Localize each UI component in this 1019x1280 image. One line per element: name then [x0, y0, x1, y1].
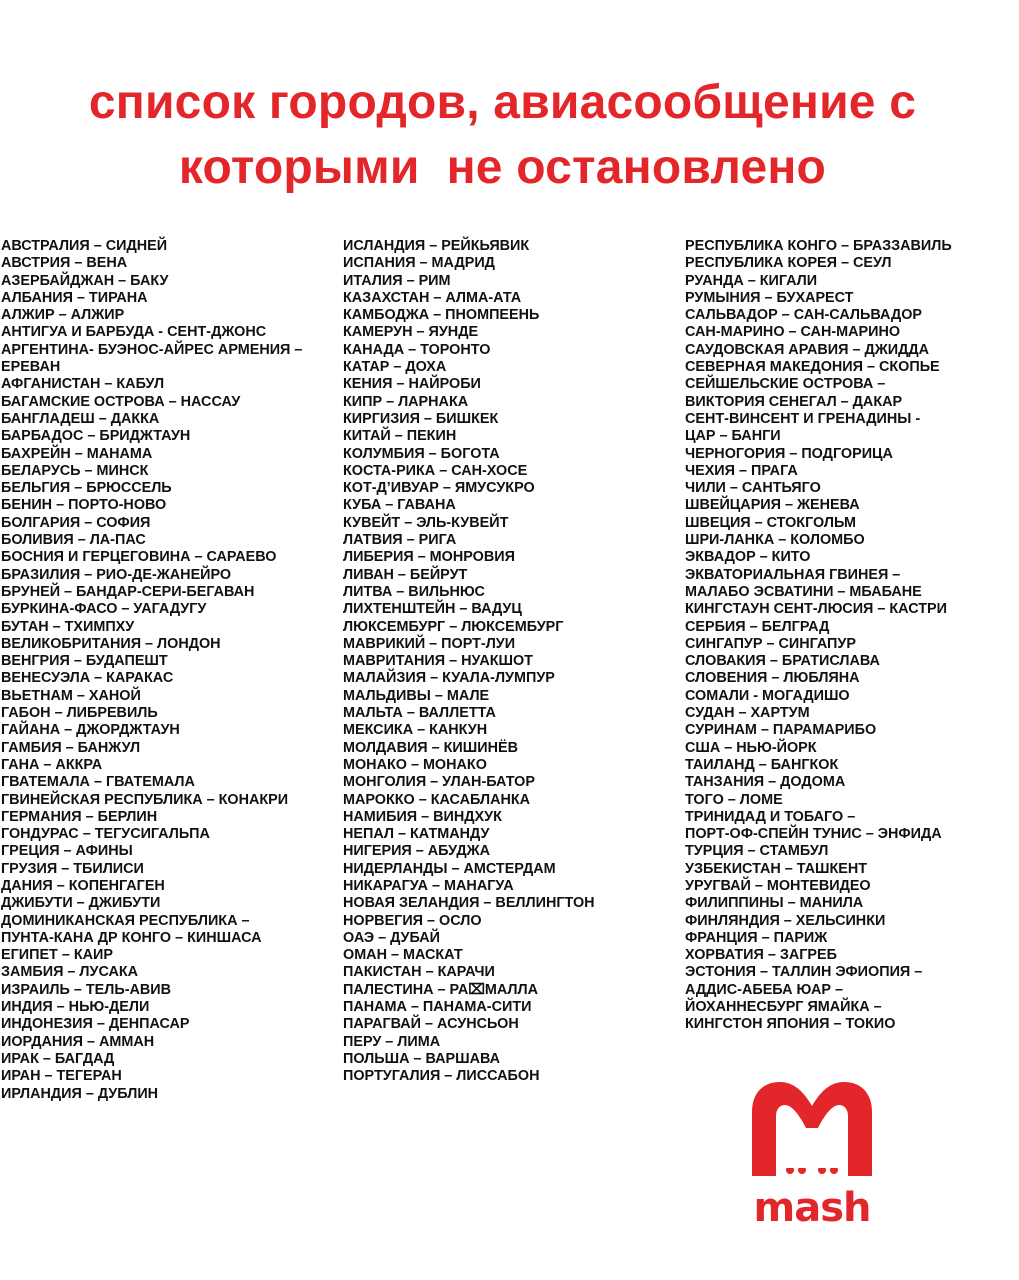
country-city-row: ТРИНИДАД И ТОБАГО – [685, 808, 856, 825]
country-city-row: МОНАКО – МОНАКО [343, 756, 487, 773]
mash-logo [744, 1076, 880, 1234]
country-city-row: БЕЛЬГИЯ – БРЮССЕЛЬ [1, 480, 172, 497]
country-city-row: ГЕРМАНИЯ – БЕРЛИН [1, 808, 158, 825]
page-title-line-2: которыми не остановлено [178, 141, 827, 194]
country-city-row: ЛАТВИЯ – РИГА [343, 532, 457, 549]
country-city-row: ГВАТЕМАЛА – ГВАТЕМАЛА [1, 774, 195, 791]
country-city-row: ЭКВАДОР – КИТО [685, 549, 811, 566]
country-city-row: БРАЗИЛИЯ – РИО-ДЕ-ЖАНЕЙРО [1, 566, 232, 583]
country-city-row: СЕВЕРНАЯ МАКЕДОНИЯ – СКОПЬЕ [685, 359, 940, 376]
country-city-row: СОМАЛИ - МОГАДИШО [685, 687, 850, 704]
page-title-line-1: список городов, авиасообщение с [88, 76, 917, 129]
country-city-row: ПЕРУ – ЛИМА [343, 1033, 441, 1050]
country-city-row: ФРАНЦИЯ – ПАРИЖ [685, 929, 828, 946]
country-city-row: КИНГСТАУН СЕНТ-ЛЮСИЯ – КАСТРИ [685, 601, 947, 618]
city-list-column-2 [343, 238, 683, 1086]
country-city-row: БУРКИНА-ФАСО – УАГАДУГУ [1, 601, 207, 618]
country-city-row: ИРАК – БАГДАД [1, 1050, 115, 1067]
country-city-row: ТОГО – ЛОМЕ [685, 791, 783, 808]
country-city-row: ПАЛЕСТИНА – РА⌧МАЛЛА [343, 981, 539, 998]
country-city-row: МАВРИТАНИЯ – НУАКШОТ [343, 653, 533, 670]
country-city-row: ТУРЦИЯ – СТАМБУЛ [685, 843, 829, 860]
country-city-row: АНТИГУА И БАРБУДА - СЕНТ-ДЖОНС [1, 324, 267, 341]
city-list-column-3 [685, 238, 1019, 1034]
country-city-row: МАЛЬТА – ВАЛЛЕТТА [343, 705, 496, 722]
country-city-row: НИГЕРИЯ – АБУДЖА [343, 843, 491, 860]
country-city-row: НИКАРАГУА – МАНАГУА [343, 877, 514, 894]
country-city-row: ЦАР – БАНГИ [685, 428, 781, 445]
country-city-row: ГРУЗИЯ – ТБИЛИСИ [1, 860, 144, 877]
country-city-row: ВЕЛИКОБРИТАНИЯ – ЛОНДОН [1, 635, 221, 652]
country-city-row: СУРИНАМ – ПАРАМАРИБО [685, 722, 877, 739]
country-city-row: БУТАН – ТХИМПХУ [1, 618, 135, 635]
country-city-row: МАЛЬДИВЫ – МАЛЕ [343, 687, 490, 704]
country-city-row: СЛОВАКИЯ – БРАТИСЛАВА [685, 653, 880, 670]
country-city-row: ШВЕЙЦАРИЯ – ЖЕНЕВА [685, 497, 860, 514]
country-city-row: ЭСТОНИЯ – ТАЛЛИН ЭФИОПИЯ – [685, 964, 923, 981]
country-city-row: ЕРЕВАН [1, 359, 61, 376]
country-city-row: ЙОХАННЕСБУРГ ЯМАЙКА – [685, 999, 882, 1016]
country-city-row: КУВЕЙТ – ЭЛЬ-КУВЕЙТ [343, 514, 509, 531]
country-city-row: МОНГОЛИЯ – УЛАН-БАТОР [343, 774, 535, 791]
country-city-row: СЕЙШЕЛЬСКИЕ ОСТРОВА – [685, 376, 886, 393]
country-city-row: БАРБАДОС – БРИДЖТАУН [1, 428, 191, 445]
country-city-row: БАГАМСКИЕ ОСТРОВА – НАССАУ [1, 393, 241, 410]
country-city-row: АДДИС-АБЕБА ЮАР – [685, 981, 843, 998]
country-city-row: МОЛДАВИЯ – КИШИНЁВ [343, 739, 518, 756]
country-city-row: БОЛГАРИЯ – СОФИЯ [1, 514, 151, 531]
country-city-row: БЕНИН – ПОРТО-НОВО [1, 497, 167, 514]
country-city-row: ЭКВАТОРИАЛЬНАЯ ГВИНЕЯ – [685, 566, 901, 583]
country-city-row: КИТАЙ – ПЕКИН [343, 428, 457, 445]
country-city-row: США – НЬЮ-ЙОРК [685, 739, 817, 756]
country-city-row: ШРИ-ЛАНКА – КОЛОМБО [685, 532, 865, 549]
country-city-row: ОАЭ – ДУБАЙ [343, 929, 441, 946]
country-city-row: БОСНИЯ И ГЕРЦЕГОВИНА – САРАЕВО [1, 549, 277, 566]
country-city-row: ГРЕЦИЯ – АФИНЫ [1, 843, 133, 860]
country-city-row: ЛИХТЕНШТЕЙН – ВАДУЦ [343, 601, 522, 618]
country-city-row: ФИНЛЯНДИЯ – ХЕЛЬСИНКИ [685, 912, 886, 929]
country-city-row: СЛОВЕНИЯ – ЛЮБЛЯНА [685, 670, 860, 687]
country-city-row: ФИЛИППИНЫ – МАНИЛА [685, 895, 864, 912]
country-city-row: ПАКИСТАН – КАРАЧИ [343, 964, 495, 981]
country-city-row: КОЛУМБИЯ – БОГОТА [343, 445, 500, 462]
country-city-row: ГАМБИЯ – БАНЖУЛ [1, 739, 141, 756]
country-city-row: АВСТРАЛИЯ – СИДНЕЙ [1, 238, 168, 254]
country-city-row: АЗЕРБАЙДЖАН – БАКУ [1, 272, 169, 289]
country-city-row: ПОРТУГАЛИЯ – ЛИССАБОН [343, 1068, 540, 1085]
country-city-row: ГАНА – АККРА [1, 756, 103, 773]
country-city-row: ИНДИЯ – НЬЮ-ДЕЛИ [1, 999, 150, 1016]
country-city-row: ИРАН – ТЕГЕРАН [1, 1068, 122, 1085]
country-city-row: БОЛИВИЯ – ЛА-ПАС [1, 532, 146, 549]
country-city-row: КЕНИЯ – НАЙРОБИ [343, 376, 481, 393]
country-city-row: ЧЕХИЯ – ПРАГА [685, 462, 798, 479]
country-city-row: АФГАНИСТАН – КАБУЛ [1, 376, 165, 393]
city-list-column-1 [1, 238, 341, 1103]
country-city-row: ЛИБЕРИЯ – МОНРОВИЯ [343, 549, 515, 566]
country-city-row: КУБА – ГАВАНА [343, 497, 456, 514]
country-city-row: БЕЛАРУСЬ – МИНСК [1, 462, 149, 479]
country-city-row: БАНГЛАДЕШ – ДАККА [1, 410, 160, 427]
country-city-row: ИСЛАНДИЯ – РЕЙКЬЯВИК [343, 238, 530, 254]
country-city-row: ЧИЛИ – САНТЬЯГО [685, 480, 821, 497]
country-city-row: ИОРДАНИЯ – АММАН [1, 1033, 155, 1050]
country-city-row: КАМЕРУН – ЯУНДЕ [343, 324, 479, 341]
country-city-row: СУДАН – ХАРТУМ [685, 705, 810, 722]
country-city-row: УРУГВАЙ – МОНТЕВИДЕО [685, 877, 871, 894]
country-city-row: САЛЬВАДОР – САН-САЛЬВАДОР [685, 307, 922, 324]
country-city-row: МАВРИКИЙ – ПОРТ-ЛУИ [343, 635, 516, 652]
country-city-row: НИДЕРЛАНДЫ – АМСТЕРДАМ [343, 860, 556, 877]
country-city-row: КИПР – ЛАРНАКА [343, 393, 469, 410]
country-city-row: НАМИБИЯ – ВИНДХУК [343, 808, 502, 825]
country-city-row: СИНГАПУР – СИНГАПУР [685, 635, 856, 652]
country-city-row: КАЗАХСТАН – АЛМА-АТА [343, 289, 522, 306]
country-city-row: ПАРАГВАЙ – АСУНСЬОН [343, 1016, 519, 1033]
country-city-row: БРУНЕЙ – БАНДАР-СЕРИ-БЕГАВАН [1, 583, 255, 600]
country-city-row: ДАНИЯ – КОПЕНГАГЕН [1, 877, 165, 894]
country-city-row: НЕПАЛ – КАТМАНДУ [343, 826, 490, 843]
country-city-row: ОМАН – МАСКАТ [343, 947, 463, 964]
country-city-row: МАРОККО – КАСАБЛАНКА [343, 791, 531, 808]
country-city-row: АЛЖИР – АЛЖИР [1, 307, 125, 324]
country-city-row: ПОРТ-ОФ-СПЕЙН ТУНИС – ЭНФИДА [685, 826, 942, 843]
country-city-row: КИНГСТОН ЯПОНИЯ – ТОКИО [685, 1016, 896, 1033]
country-city-row: МАЛАЙЗИЯ – КУАЛА-ЛУМПУР [343, 670, 555, 687]
country-city-row: ИТАЛИЯ – РИМ [343, 272, 451, 289]
country-city-row: ДЖИБУТИ – ДЖИБУТИ [1, 895, 161, 912]
country-city-row: СЕРБИЯ – БЕЛГРАД [685, 618, 830, 635]
country-city-row: ИСПАНИЯ – МАДРИД [343, 255, 495, 272]
country-city-row: ИНДОНЕЗИЯ – ДЕНПАСАР [1, 1016, 190, 1033]
country-city-row: ВЕНЕСУЭЛА – КАРАКАС [1, 670, 174, 687]
country-city-row: ДОМИНИКАНСКАЯ РЕСПУБЛИКА – [1, 912, 250, 929]
country-city-row: РУАНДА – КИГАЛИ [685, 272, 818, 289]
country-city-row: ЛИВАН – БЕЙРУТ [343, 566, 468, 583]
country-city-row: ПАНАМА – ПАНАМА-СИТИ [343, 999, 532, 1016]
country-city-row: ЛЮКСЕМБУРГ – ЛЮКСЕМБУРГ [343, 618, 564, 635]
country-city-row: КОТ-Д’ИВУАР – ЯМУСУКРО [343, 480, 535, 497]
country-city-row: ЗАМБИЯ – ЛУСАКА [1, 964, 139, 981]
mash-logo-text: mash [753, 1185, 871, 1231]
country-city-row: ЛИТВА – ВИЛЬНЮС [343, 583, 485, 600]
country-city-row: ХОРВАТИЯ – ЗАГРЕБ [685, 947, 837, 964]
country-city-row: ГВИНЕЙСКАЯ РЕСПУБЛИКА – КОНАКРИ [1, 791, 289, 808]
mash-m-logo-icon [744, 1076, 880, 1186]
country-city-row: ПУНТА-КАНА ДР КОНГО – КИНШАСА [1, 929, 262, 946]
country-city-row: ЧЕРНОГОРИЯ – ПОДГОРИЦА [685, 445, 893, 462]
country-city-row: ВЕНГРИЯ – БУДАПЕШТ [1, 653, 168, 670]
country-city-row: АВСТРИЯ – ВЕНА [1, 255, 128, 272]
country-city-row: АЛБАНИЯ – ТИРАНА [1, 289, 148, 306]
country-city-row: ГОНДУРАС – ТЕГУСИГАЛЬПА [1, 826, 210, 843]
country-city-row: СЕНТ-ВИНСЕНТ И ГРЕНАДИНЫ - [685, 410, 921, 427]
page-title [0, 70, 1005, 200]
country-city-row: ИЗРАИЛЬ – ТЕЛЬ-АВИВ [1, 981, 172, 998]
country-city-row: НОРВЕГИЯ – ОСЛО [343, 912, 482, 929]
country-city-row: БАХРЕЙН – МАНАМА [1, 445, 153, 462]
country-city-row: КОСТА-РИКА – САН-ХОСЕ [343, 462, 528, 479]
country-city-row: ЕГИПЕТ – КАИР [1, 947, 113, 964]
country-city-row: ТАИЛАНД – БАНГКОК [685, 756, 839, 773]
country-city-row: КИРГИЗИЯ – БИШКЕК [343, 410, 499, 427]
country-city-row: МАЛАБО ЭСВАТИНИ – МБАБАНЕ [685, 583, 922, 600]
country-city-row: ГАБОН – ЛИБРЕВИЛЬ [1, 705, 158, 722]
country-city-row: ВЬЕТНАМ – ХАНОЙ [1, 687, 141, 704]
country-city-row: РЕСПУБЛИКА КОРЕЯ – СЕУЛ [685, 255, 892, 272]
country-city-row: НОВАЯ ЗЕЛАНДИЯ – ВЕЛЛИНГТОН [343, 895, 595, 912]
country-city-row: РЕСПУБЛИКА КОНГО – БРАЗЗАВИЛЬ [685, 238, 952, 254]
country-city-row: ИРЛАНДИЯ – ДУБЛИН [1, 1085, 159, 1102]
country-city-row: МЕКСИКА – КАНКУН [343, 722, 488, 739]
country-city-row: КАМБОДЖА – ПНОМПЕЕНЬ [343, 307, 540, 324]
country-city-row: ПОЛЬША – ВАРШАВА [343, 1050, 501, 1067]
country-city-row: САН-МАРИНО – САН-МАРИНО [685, 324, 901, 341]
country-city-row: РУМЫНИЯ – БУХАРЕСТ [685, 289, 854, 306]
country-city-row: АРГЕНТИНА- БУЭНОС-АЙРЕС АРМЕНИЯ – [1, 341, 303, 358]
country-city-row: ШВЕЦИЯ – СТОКГОЛЬМ [685, 514, 856, 531]
country-city-row: ТАНЗАНИЯ – ДОДОМА [685, 774, 846, 791]
country-city-row: ВИКТОРИЯ СЕНЕГАЛ – ДАКАР [685, 393, 903, 410]
country-city-row: ГАЙАНА – ДЖОРДЖТАУН [1, 722, 180, 739]
country-city-row: УЗБЕКИСТАН – ТАШКЕНТ [685, 860, 868, 877]
country-city-row: САУДОВСКАЯ АРАВИЯ – ДЖИДДА [685, 341, 929, 358]
country-city-row: КАТАР – ДОХА [343, 359, 447, 376]
country-city-row: КАНАДА – ТОРОНТО [343, 341, 491, 358]
